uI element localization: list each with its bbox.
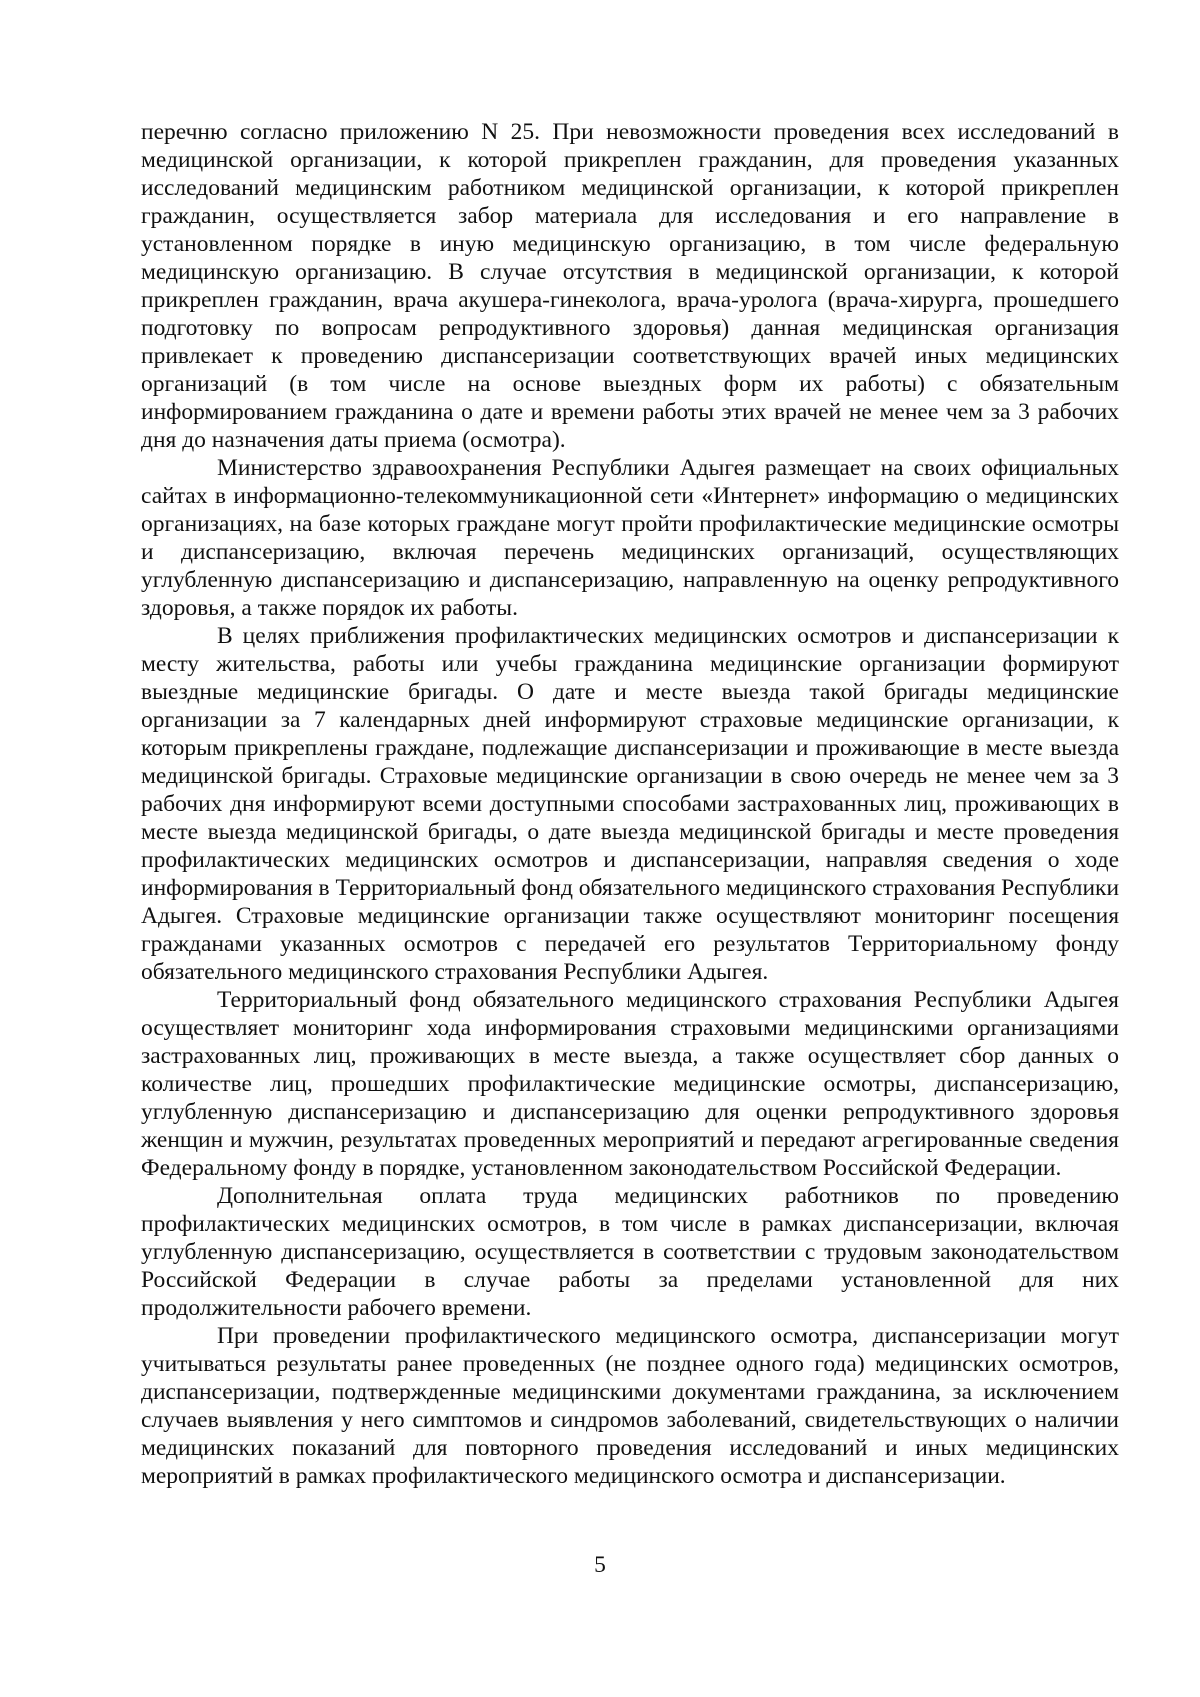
paragraph-ministry-info: Министерство здравоохранения Республики Адыгея размещает на своих официальных сайтах в информационно-телекоммуникационной сети «Интернет» информацию о медицинских организациях, на базе которых граждане могут пройти профилактические медицинские осмотры и диспансеризацию, включая перечень медицинских организаций, осуществляющих углубленную диспансеризацию и диспансеризацию, направленную на оценку репродуктивного здоровья, а также порядок их работы. <box>141 455 1119 621</box>
paragraph-continuation: перечню согласно приложению N 25. При невозможности проведения всех исследований в медицинской организации, к которой прикреплен гражданин, для проведения указанных исследований медицинским работником медицинской организации, к которой прикреплен гражданин, осуществляется забор материала для исследования и его направление в установленном порядке в иную медицинскую организацию, в том числе федеральную медицинскую организацию. В случае отсутствия в медицинской организации, к которой прикреплен гражданин, врача акушера-гинеколога, врача-уролога (врача-хирурга, прошедшего подготовку по вопросам репродуктивного здоровья) данная медицинская организация привлекает к проведению диспансеризации соответствующих врачей иных медицинских организаций (в том числе на основе выездных форм их работы) с обязательным информированием гражданина о дате и времени работы этих врачей не менее чем за 3 рабочих дня до назначения даты приема (осмотра). <box>141 119 1119 453</box>
paragraph-fund-monitoring: Территориальный фонд обязательного медицинского страхования Республики Адыгея осуществляет мониторинг хода информирования страховыми медицинскими организациями застрахованных лиц, проживающих в месте выезда, а также осуществляет сбор данных о количестве лиц, прошедших профилактические медицинские осмотры, диспансеризацию, углубленную диспансеризацию и диспансеризацию для оценки репродуктивного здоровья женщин и мужчин, результатах проведенных мероприятий и передают агрегированные сведения Федеральному фонду в порядке, установленном законодательством Российской Федерации. <box>141 987 1119 1181</box>
page-number: 5 <box>594 1552 606 1578</box>
paragraph-mobile-brigades: В целях приближения профилактических медицинских осмотров и диспансеризации к месту жительства, работы или учебы гражданина медицинские организации формируют выездные медицинские бригады. О дате и месте выезда такой бригады медицинские организации за 7 календарных дней информируют страховые медицинские организации, к которым прикреплены граждане, подлежащие диспансеризации и проживающие в месте выезда медицинской бригады. Страховые медицинские организации в свою очередь не менее чем за 3 рабочих дня информируют всеми доступными способами застрахованных лиц, проживающих в месте выезда медицинской бригады, о дате выезда медицинской бригады и месте проведения профилактических медицинских осмотров и диспансеризации, направляя сведения о ходе информирования в Территориальный фонд обязательного медицинского страхования Республики Адыгея. Страховые медицинские организации также осуществляют мониторинг посещения гражданами указанных осмотров с передачей его результатов Территориальному фонду обязательного медицинского страхования Республики Адыгея. <box>141 623 1120 985</box>
paragraph-additional-pay: Дополнительная оплата труда медицинских работников по проведению профилактических медицинских осмотров, в том числе в рамках диспансеризации, включая углубленную диспансеризацию, осуществляется в соответствии с трудовым законодательством Российской Федерации в случае работы за пределами установленной для них продолжительности рабочего времени. <box>141 1183 1119 1321</box>
document-body <box>141 118 1119 1490</box>
paragraph-previous-results: При проведении профилактического медицинского осмотра, диспансеризации могут учитываться результаты ранее проведенных (не позднее одного года) медицинских осмотров, диспансеризации, подтвержденные медицинскими документами гражданина, за исключением случаев выявления у него симптомов и синдромов заболеваний, свидетельствующих о наличии медицинских показаний для повторного проведения исследований и иных медицинских мероприятий в рамках профилактического медицинского осмотра и диспансеризации. <box>141 1323 1119 1489</box>
